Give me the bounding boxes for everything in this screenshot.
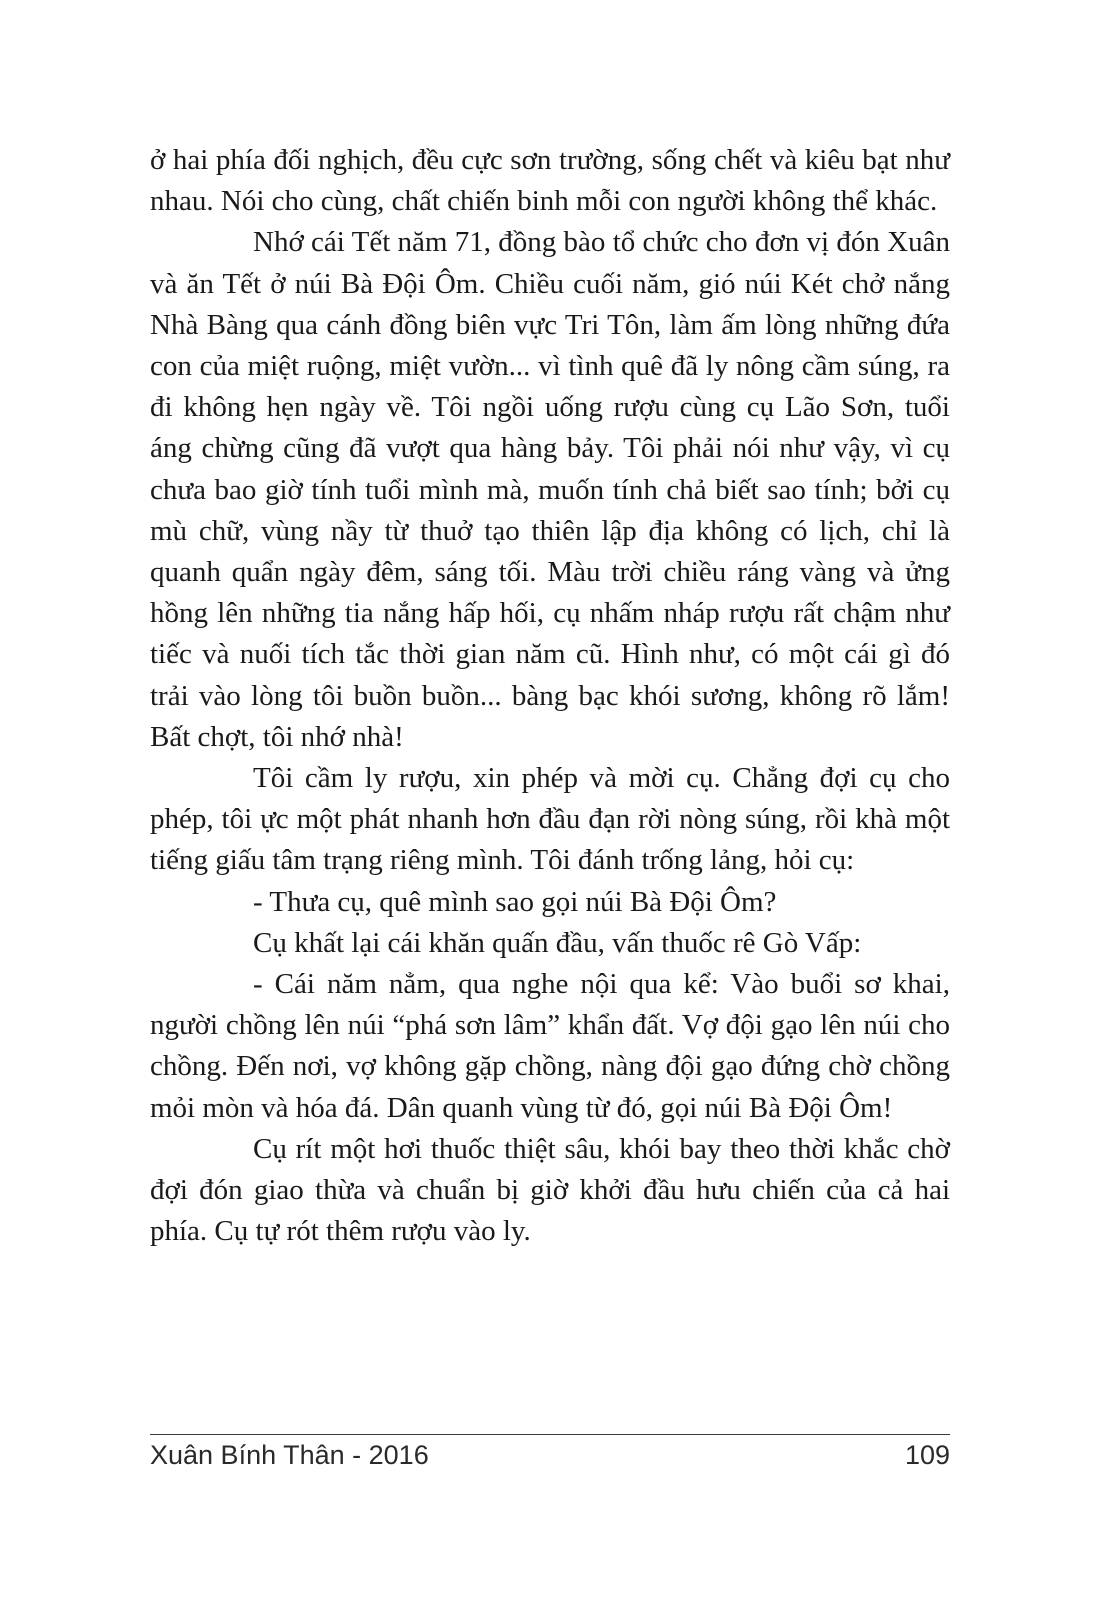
paragraph-closing: Cụ rít một hơi thuốc thiệt sâu, khói bay theo thời khắc chờ đợi đón giao thừa và chuẩn bị giờ khởi đầu hưu chiến của cả hai phía. Cụ tự rót thêm rượu vào ly. (150, 1132, 950, 1248)
page-body (150, 140, 950, 1252)
paragraph-toast: Tôi cầm ly rượu, xin phép và mời cụ. Chẳng đợi cụ cho phép, tôi ực một phát nhanh hơn đầu đạn rời nòng súng, rồi khà một tiếng giấu tâm trạng riêng mình. Tôi đánh trống lảng, hỏi cụ: (150, 762, 950, 877)
footer-divider (150, 1434, 950, 1435)
footer-title: Xuân Bính Thân - 2016 (150, 1440, 429, 1470)
paragraph-tet-memory: Nhớ cái Tết năm 71, đồng bào tổ chức cho đơn vị đón Xuân và ăn Tết ở núi Bà Đội Ôm. Chiều cuối năm, gió núi Két chở nắng Nhà Bàng qua cánh đồng biên vực Tri Tôn, làm ấm lòng những đứa con của miệt ruộng, miệt vườn... vì tình quê đã ly nông cầm súng, ra đi không hẹn ngày về. Tôi ngồi uống rượu cùng cụ Lão Sơn, tuổi áng chừng cũng đã vượt qua hàng bảy. Tôi phải nói như vậy, vì cụ chưa bao giờ tính tuổi mình mà, muốn tính chả biết sao tính; bởi cụ mù chữ, vùng nầy từ thuở tạo thiên lập địa không có lịch, chỉ là quanh quẩn ngày đêm, sáng tối. Màu trời chiều ráng vàng và ửng hồng lên những tia nắng hấp hối, cụ nhấm nháp rượu rất chậm như tiếc và nuối tích tắc thời gian năm cũ. Hình như, có một cái gì đó trải vào lòng tôi buồn buồn... bàng bạc khói sương, không rõ lắm! Bất chợt, tôi nhớ nhà! (150, 226, 950, 753)
dialog-question: - Thưa cụ, quê mình sao gọi núi Bà Đội Ôm? (253, 885, 777, 918)
body-text (150, 140, 950, 1252)
page-footer (150, 1440, 950, 1471)
dialog-legend: - Cái năm nẳm, qua nghe nội qua kể: Vào buổi sơ khai, người chồng lên núi “phá sơn lâm” khẩn đất. Vợ đội gạo lên núi cho chồng. Đến nơi, vợ không gặp chồng, nàng đội gạo đứng chờ chồng mỏi mòn và hóa đá. Dân quanh vùng từ đó, gọi núi Bà Đội Ôm! (150, 968, 950, 1124)
paragraph-narration: Cụ khất lại cái khăn quấn đầu, vấn thuốc rê Gò Vấp: (253, 926, 862, 959)
page-number: 109 (904, 1440, 950, 1470)
paragraph-continuation: ở hai phía đối nghịch, đều cực sơn trường, sống chết và kiêu bạt như nhau. Nói cho cùng, chất chiến binh mỗi con người không thể khác. (150, 144, 950, 218)
